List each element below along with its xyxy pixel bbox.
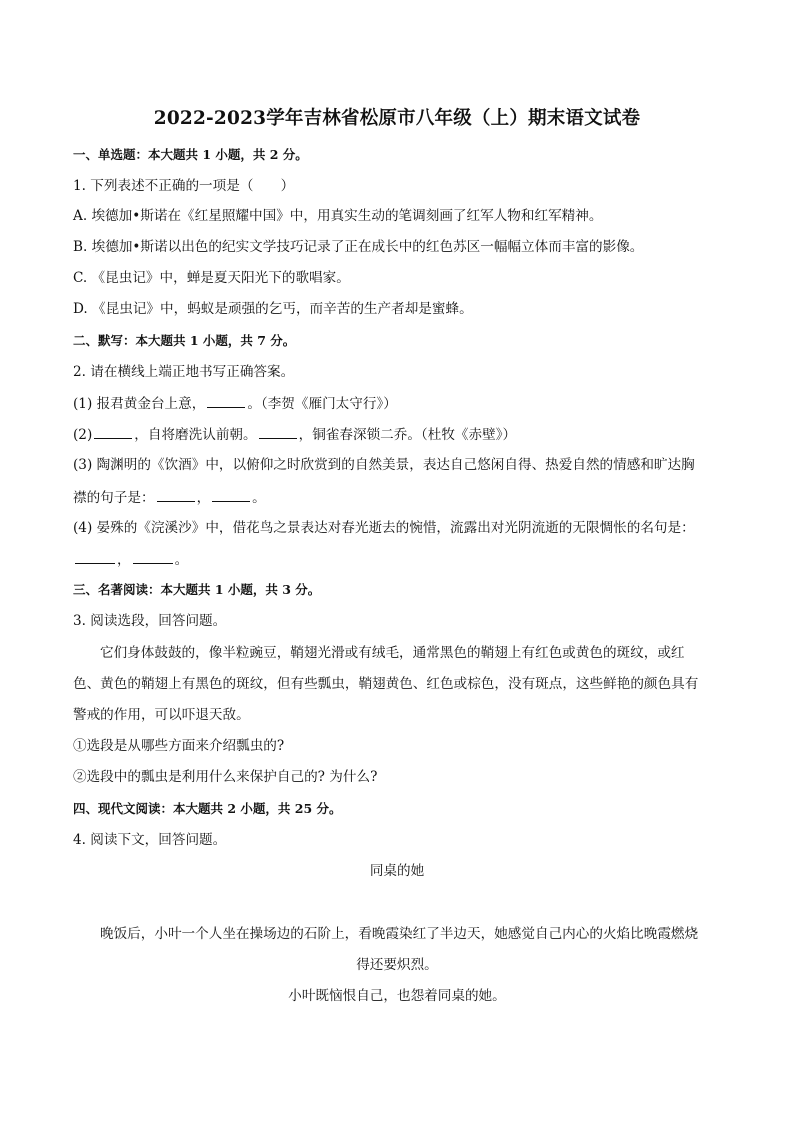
item-2-text-a: (2) — [73, 427, 93, 443]
answer-blank[interactable] — [133, 549, 173, 564]
question-1-stem: 1. 下列表述不正确的一项是（ ） — [73, 178, 295, 194]
question-2-item-2 — [73, 424, 734, 445]
question-2-item-3-line-2 — [73, 487, 734, 508]
item-3-text-b: 襟的句子是： — [73, 490, 155, 506]
question-2-item-4-line-2 — [73, 549, 734, 570]
question-3-stem: 3. 阅读选段，回答问题。 — [73, 613, 227, 629]
question-1-option-d: D. 《昆虫记》中，蚂蚁是顽强的乞丐，而辛苦的生产者却是蜜蜂。 — [73, 301, 473, 317]
item-3-text-c: ， — [196, 490, 211, 506]
question-2-item-3-line-1: (3) 陶渊明的《饮酒》中，以俯仰之时欣赏到的自然美景，表达自己悠闲自得、热爱自然的情感和旷达胸 — [73, 457, 695, 473]
section-heading-modern-reading: 四、现代文阅读：本大题共 2 小题，共 25 分。 — [73, 801, 342, 816]
item-2-text-b: ，自将磨洗认前朝。 — [134, 427, 257, 443]
essay-paragraph-2: 小叶既恼恨自己，也怨着同桌的她。 — [288, 988, 506, 1004]
answer-blank[interactable] — [207, 393, 245, 408]
passage-line-2: 色、黄色的鞘翅上有黑色的斑纹，但有些瓢虫，鞘翅黄色、红色或棕色，没有斑点，这些鲜艳的颜色具有 — [73, 676, 699, 692]
section-heading-dictation: 二、默写：本大题共 1 小题，共 7 分。 — [73, 333, 296, 348]
question-3-sub-2: ②选段中的瓢虫是利用什么来保护自己的? 为什么? — [73, 769, 378, 785]
question-1-option-c: C. 《昆虫记》中，蝉是夏天阳光下的歌唱家。 — [73, 270, 350, 286]
item-1-text-b: 。（李贺《雁门太守行》） — [247, 396, 397, 412]
item-1-text-a: (1) 报君黄金台上意， — [73, 396, 206, 412]
question-2-item-1 — [73, 393, 734, 414]
page-title: 2022-2023学年吉林省松原市八年级（上）期末语文试卷 — [153, 108, 641, 129]
essay-paragraph-1-line-1: 晚饭后，小叶一个人坐在操场边的石阶上，看晚霞染红了半边天，她感觉自己内心的火焰比晚霞燃烧 — [100, 926, 699, 942]
question-3-sub-1: ①选段是从哪些方面来介绍瓢虫的? — [73, 738, 285, 754]
answer-blank[interactable] — [212, 487, 250, 502]
answer-blank[interactable] — [259, 424, 297, 439]
answer-blank[interactable] — [75, 549, 115, 564]
question-2-item-4-line-1: (4) 晏殊的《浣溪沙》中，借花鸟之景表达对春光逝去的惋惜，流露出对光阴流逝的无限惆怅的名句是： — [73, 520, 695, 536]
question-1-option-a: A. 埃德加•斯诺在《红星照耀中国》中，用真实生动的笔调刻画了红军人物和红军精神。 — [73, 208, 603, 224]
section-heading-classics-reading: 三、名著阅读：本大题共 1 小题，共 3 分。 — [73, 582, 321, 597]
question-1-option-b: B. 埃德加•斯诺以出色的纪实文学技巧记录了正在成长中的红色苏区一幅幅立体而丰富的影像。 — [73, 239, 644, 255]
passage-line-3: 警戒的作用，可以吓退天敌。 — [73, 707, 250, 723]
passage-line-1: 它们身体鼓鼓的，像半粒豌豆，鞘翅光滑或有绒毛，通常黑色的鞘翅上有红色或黄色的斑纹，或红 — [100, 645, 685, 661]
section-heading-single-choice: 一、单选题：本大题共 1 小题，共 2 分。 — [73, 147, 308, 162]
item-4-text-c: 。 — [174, 552, 189, 568]
essay-title: 同桌的她 — [369, 863, 425, 879]
answer-blank[interactable] — [94, 424, 132, 439]
item-3-text-d: 。 — [252, 490, 266, 506]
question-4-stem: 4. 阅读下文，回答问题。 — [73, 832, 227, 848]
essay-paragraph-1-line-2: 得还要炽烈。 — [356, 957, 438, 973]
item-4-text-b: ， — [117, 552, 131, 568]
question-2-stem: 2. 请在横线上端正地书写正确答案。 — [73, 364, 295, 380]
answer-blank[interactable] — [157, 487, 195, 502]
item-2-text-c: ，铜雀春深锁二乔。（杜牧《赤壁》） — [298, 427, 517, 443]
